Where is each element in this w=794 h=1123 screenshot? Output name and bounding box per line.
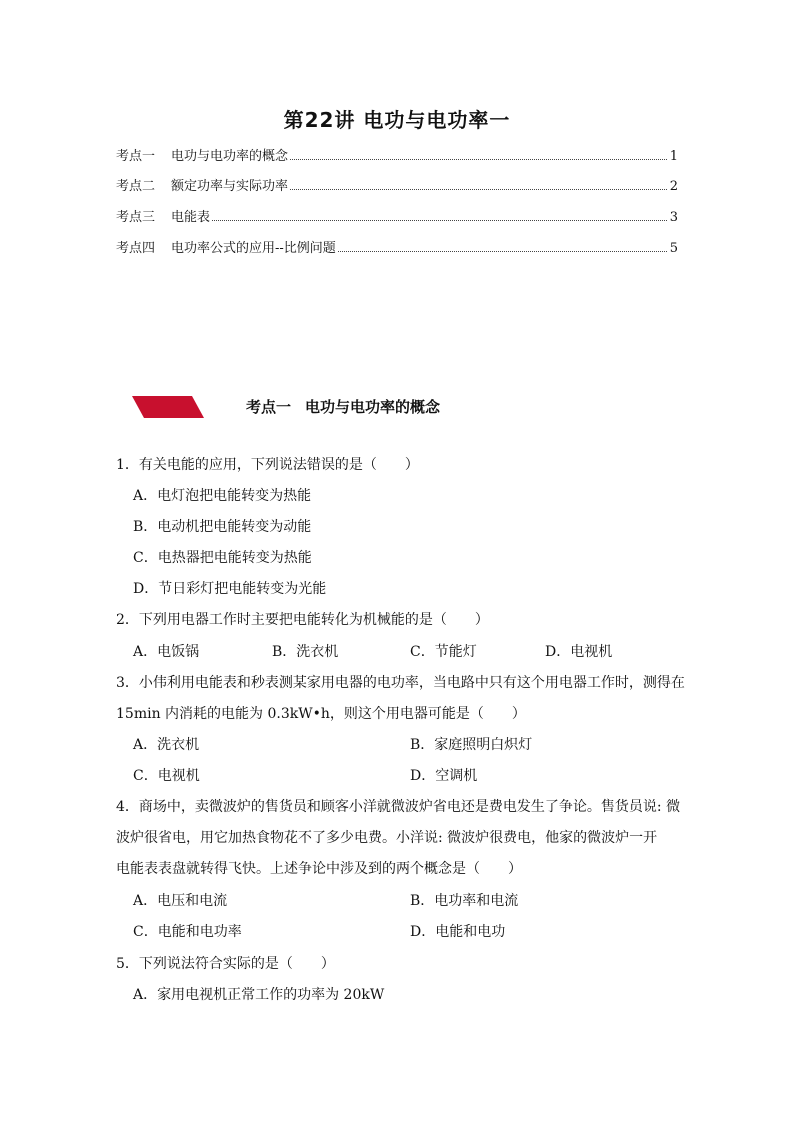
section-heading xyxy=(246,396,440,417)
toc-leader xyxy=(212,220,667,221)
question-1-stem: 1．有关电能的应用，下列说法错误的是（ ） xyxy=(116,457,419,473)
toc-page: 3 xyxy=(669,210,678,225)
question-1-option-b[interactable]: B．电动机把电能转变为动能 xyxy=(133,519,312,535)
toc-label: 考点二 xyxy=(116,179,156,194)
question-4-option-d[interactable]: D．电能和电功 xyxy=(410,924,506,940)
question-2-option-b[interactable]: B．洗衣机 xyxy=(272,644,339,660)
toc-page: 1 xyxy=(669,149,678,164)
question-3-option-b[interactable]: B．家庭照明白炽灯 xyxy=(410,737,533,753)
toc-page: 5 xyxy=(669,241,678,256)
toc-entry-1[interactable] xyxy=(116,144,678,164)
question-4-stem-cont: 波炉很省电，用它加热食物花不了多少电费。小洋说: 微波炉很费电，他家的微波炉一开 xyxy=(116,830,658,846)
question-3-option-d[interactable]: D．空调机 xyxy=(410,768,478,784)
toc-entry-4[interactable] xyxy=(116,236,678,256)
question-4-stem-cont-2: 电能表表盘就转得飞快。上述争论中涉及到的两个概念是（ ） xyxy=(116,861,522,877)
toc-page: 2 xyxy=(669,179,678,194)
question-5-option-a[interactable]: A．家用电视机正常工作的功率为 20kW xyxy=(133,987,385,1003)
toc-label: 考点三 xyxy=(116,210,156,225)
question-5-stem: 5．下列说法符合实际的是（ ） xyxy=(116,956,335,972)
toc-leader xyxy=(290,159,667,160)
toc-leader xyxy=(338,251,667,252)
question-2-option-a[interactable]: A．电饭锅 xyxy=(133,644,200,660)
toc-text: 电功与电功率的概念 xyxy=(171,149,289,164)
question-3-option-c[interactable]: C．电视机 xyxy=(133,768,200,784)
toc-entry-2[interactable] xyxy=(116,174,678,194)
question-2-option-c[interactable]: C．节能灯 xyxy=(410,644,477,660)
question-2-option-d[interactable]: D．电视机 xyxy=(545,644,613,660)
question-4-stem: 4．商场中，卖微波炉的售货员和顾客小洋就微波炉省电还是费电发生了争论。售货员说: 微 xyxy=(116,799,681,815)
question-4-option-b[interactable]: B．电功率和电流 xyxy=(410,893,519,909)
section-label: 考点一 xyxy=(246,398,292,416)
question-3-stem-cont: 15min 内消耗的电能为 0.3kW•h，则这个用电器可能是（ ） xyxy=(116,706,526,722)
toc-text: 电能表 xyxy=(171,210,211,225)
toc-entry-3[interactable] xyxy=(116,205,678,225)
toc-label: 考点一 xyxy=(116,149,156,164)
question-3-stem: 3．小伟利用电能表和秒表测某家用电器的电功率，当电路中只有这个用电器工作时，测得在 xyxy=(116,675,685,691)
question-1-option-d[interactable]: D．节日彩灯把电能转变为光能 xyxy=(133,581,327,597)
question-1-option-a[interactable]: A．电灯泡把电能转变为热能 xyxy=(133,488,312,504)
toc-text: 电功率公式的应用--比例问题 xyxy=(171,241,336,256)
question-4-option-a[interactable]: A．电压和电流 xyxy=(133,893,228,909)
toc-label: 考点四 xyxy=(116,241,156,256)
page-title: 第22讲 电功与电功率一 xyxy=(283,108,511,132)
section-title-text: 电功与电功率的概念 xyxy=(305,398,441,416)
question-4-option-c[interactable]: C．电能和电功率 xyxy=(133,924,242,940)
question-1-option-c[interactable]: C．电热器把电能转变为热能 xyxy=(133,550,312,566)
question-2-stem: 2．下列用电器工作时主要把电能转化为机械能的是（ ） xyxy=(116,612,489,628)
toc-leader xyxy=(290,189,667,190)
section-banner-shape xyxy=(132,396,204,418)
toc-text: 额定功率与实际功率 xyxy=(171,179,289,194)
question-3-option-a[interactable]: A．洗衣机 xyxy=(133,737,200,753)
